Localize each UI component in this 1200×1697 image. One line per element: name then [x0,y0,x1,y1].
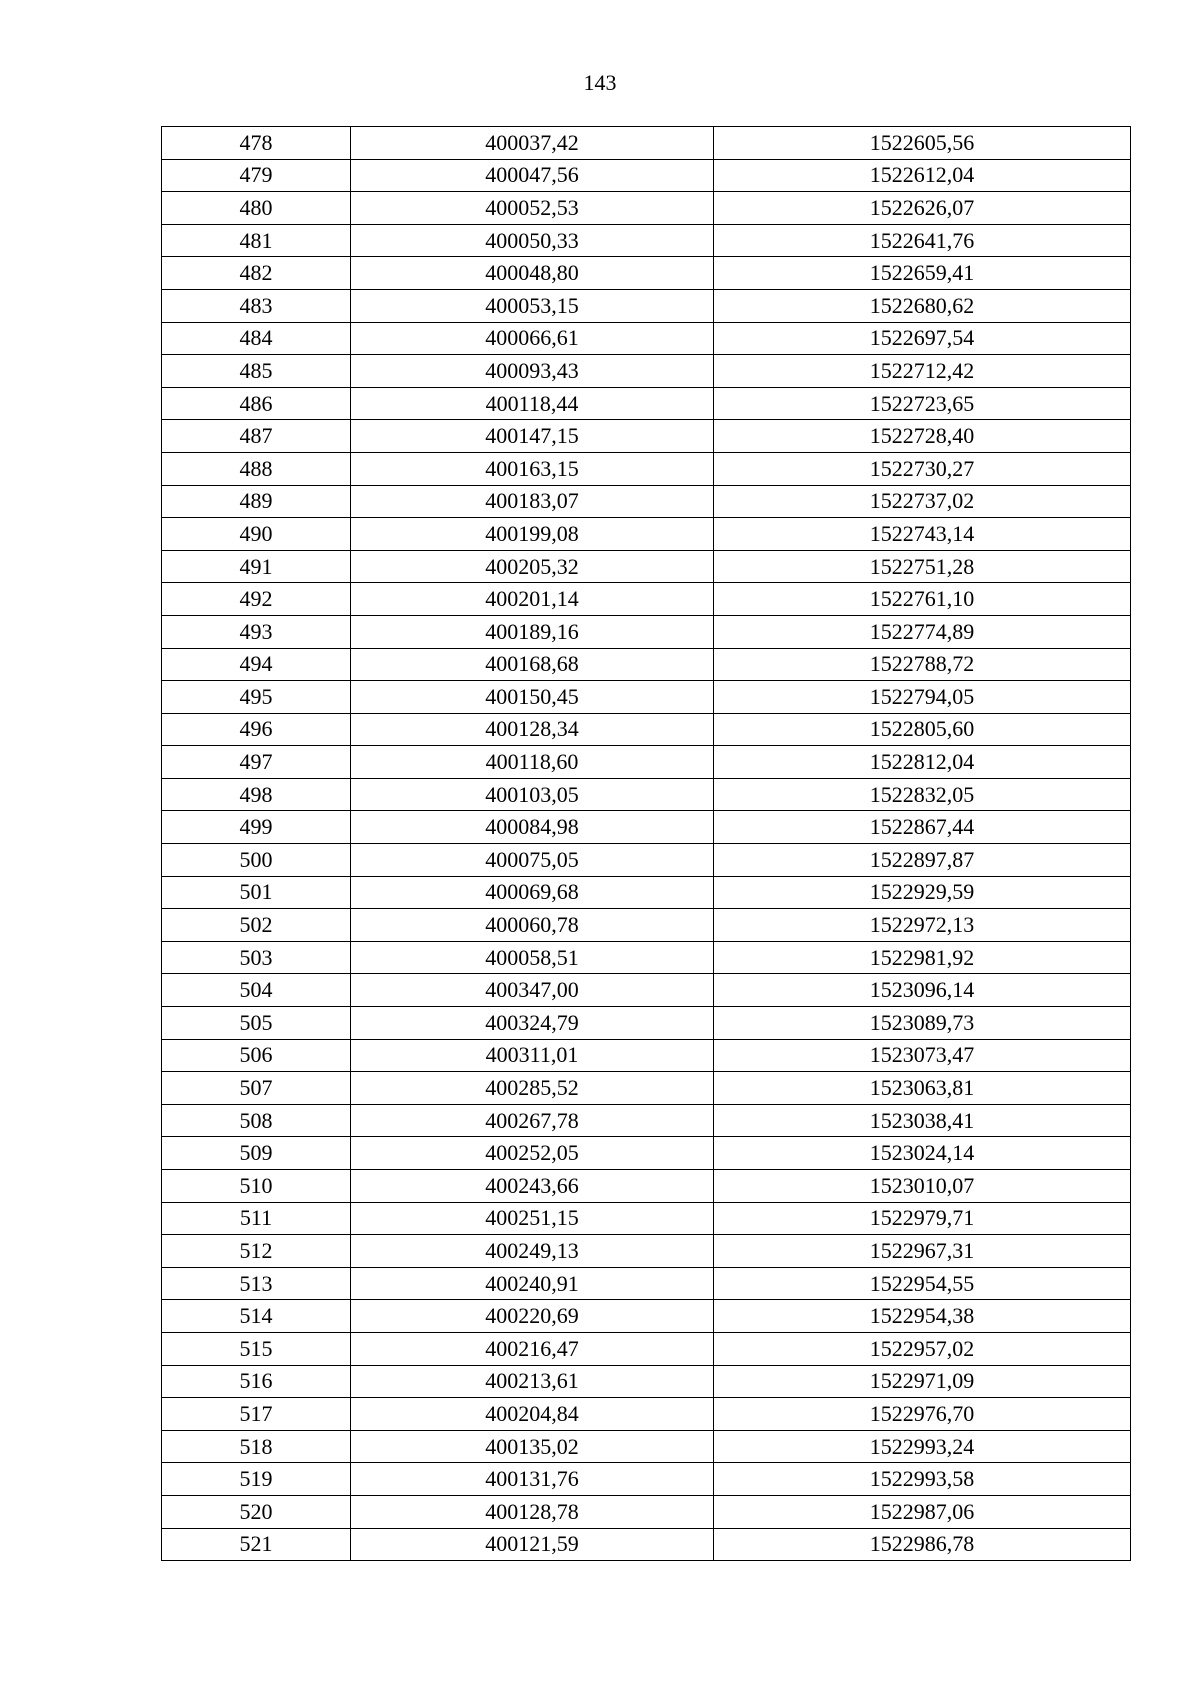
y-coordinate-cell: 1522626,07 [714,192,1131,225]
point-number-cell: 516 [162,1365,351,1398]
y-coordinate-cell: 1522986,78 [714,1528,1131,1561]
table-row [162,1202,1131,1235]
x-coordinate-cell: 400128,34 [351,713,714,746]
table-row [162,746,1131,779]
y-coordinate-cell: 1522957,02 [714,1332,1131,1365]
x-coordinate-cell: 400240,91 [351,1267,714,1300]
table-row [162,387,1131,420]
table-row [162,485,1131,518]
x-coordinate-cell: 400347,00 [351,974,714,1007]
point-number-cell: 513 [162,1267,351,1300]
y-coordinate-cell: 1523010,07 [714,1170,1131,1203]
table-row [162,322,1131,355]
point-number-cell: 512 [162,1235,351,1268]
x-coordinate-cell: 400060,78 [351,909,714,942]
table-row [162,1072,1131,1105]
y-coordinate-cell: 1523038,41 [714,1104,1131,1137]
x-coordinate-cell: 400121,59 [351,1528,714,1561]
table-row [162,224,1131,257]
point-number-cell: 495 [162,681,351,714]
y-coordinate-cell: 1522728,40 [714,420,1131,453]
y-coordinate-cell: 1522612,04 [714,159,1131,192]
y-coordinate-cell: 1522971,09 [714,1365,1131,1398]
x-coordinate-cell: 400093,43 [351,355,714,388]
point-number-cell: 496 [162,713,351,746]
table-row [162,974,1131,1007]
table-row [162,1365,1131,1398]
x-coordinate-cell: 400204,84 [351,1398,714,1431]
table-row [162,778,1131,811]
table-row [162,257,1131,290]
point-number-cell: 519 [162,1463,351,1496]
x-coordinate-cell: 400147,15 [351,420,714,453]
point-number-cell: 509 [162,1137,351,1170]
table-row [162,1300,1131,1333]
y-coordinate-cell: 1522712,42 [714,355,1131,388]
point-number-cell: 499 [162,811,351,844]
y-coordinate-cell: 1522737,02 [714,485,1131,518]
y-coordinate-cell: 1522972,13 [714,909,1131,942]
x-coordinate-cell: 400216,47 [351,1332,714,1365]
x-coordinate-cell: 400047,56 [351,159,714,192]
point-number-cell: 482 [162,257,351,290]
point-number-cell: 505 [162,1007,351,1040]
point-number-cell: 487 [162,420,351,453]
x-coordinate-cell: 400213,61 [351,1365,714,1398]
x-coordinate-cell: 400249,13 [351,1235,714,1268]
y-coordinate-cell: 1522967,31 [714,1235,1131,1268]
point-number-cell: 484 [162,322,351,355]
x-coordinate-cell: 400053,15 [351,289,714,322]
y-coordinate-cell: 1522812,04 [714,746,1131,779]
point-number-cell: 508 [162,1104,351,1137]
table-row [162,1528,1131,1561]
table-row [162,909,1131,942]
x-coordinate-cell: 400267,78 [351,1104,714,1137]
point-number-cell: 510 [162,1170,351,1203]
point-number-cell: 503 [162,941,351,974]
y-coordinate-cell: 1522867,44 [714,811,1131,844]
x-coordinate-cell: 400128,78 [351,1495,714,1528]
point-number-cell: 489 [162,485,351,518]
point-number-cell: 480 [162,192,351,225]
y-coordinate-cell: 1523063,81 [714,1072,1131,1105]
y-coordinate-cell: 1523073,47 [714,1039,1131,1072]
x-coordinate-cell: 400311,01 [351,1039,714,1072]
y-coordinate-cell: 1522897,87 [714,844,1131,877]
point-number-cell: 490 [162,518,351,551]
x-coordinate-cell: 400066,61 [351,322,714,355]
table-row [162,355,1131,388]
y-coordinate-cell: 1522697,54 [714,322,1131,355]
table-row [162,1495,1131,1528]
point-number-cell: 504 [162,974,351,1007]
point-number-cell: 491 [162,550,351,583]
y-coordinate-cell: 1522641,76 [714,224,1131,257]
table-row [162,452,1131,485]
table-row [162,1463,1131,1496]
x-coordinate-cell: 400201,14 [351,583,714,616]
point-number-cell: 506 [162,1039,351,1072]
point-number-cell: 481 [162,224,351,257]
table-row [162,420,1131,453]
point-number-cell: 507 [162,1072,351,1105]
x-coordinate-cell: 400075,05 [351,844,714,877]
y-coordinate-cell: 1522751,28 [714,550,1131,583]
x-coordinate-cell: 400189,16 [351,615,714,648]
x-coordinate-cell: 400324,79 [351,1007,714,1040]
x-coordinate-cell: 400118,60 [351,746,714,779]
y-coordinate-cell: 1522761,10 [714,583,1131,616]
table-row [162,192,1131,225]
y-coordinate-cell: 1522605,56 [714,127,1131,160]
table-row [162,941,1131,974]
table-row [162,1398,1131,1431]
y-coordinate-cell: 1522987,06 [714,1495,1131,1528]
x-coordinate-cell: 400252,05 [351,1137,714,1170]
point-number-cell: 500 [162,844,351,877]
y-coordinate-cell: 1523096,14 [714,974,1131,1007]
x-coordinate-cell: 400183,07 [351,485,714,518]
x-coordinate-cell: 400084,98 [351,811,714,844]
point-number-cell: 520 [162,1495,351,1528]
point-number-cell: 514 [162,1300,351,1333]
y-coordinate-cell: 1522832,05 [714,778,1131,811]
x-coordinate-cell: 400103,05 [351,778,714,811]
x-coordinate-cell: 400243,66 [351,1170,714,1203]
point-number-cell: 493 [162,615,351,648]
x-coordinate-cell: 400220,69 [351,1300,714,1333]
point-number-cell: 501 [162,876,351,909]
point-number-cell: 485 [162,355,351,388]
point-number-cell: 488 [162,452,351,485]
y-coordinate-cell: 1522730,27 [714,452,1131,485]
y-coordinate-cell: 1522981,92 [714,941,1131,974]
x-coordinate-cell: 400285,52 [351,1072,714,1105]
table-row [162,550,1131,583]
y-coordinate-cell: 1522788,72 [714,648,1131,681]
y-coordinate-cell: 1522929,59 [714,876,1131,909]
table-row [162,1104,1131,1137]
y-coordinate-cell: 1522993,58 [714,1463,1131,1496]
table-row [162,844,1131,877]
table-row [162,1332,1131,1365]
y-coordinate-cell: 1522743,14 [714,518,1131,551]
y-coordinate-cell: 1522794,05 [714,681,1131,714]
point-number-cell: 486 [162,387,351,420]
point-number-cell: 515 [162,1332,351,1365]
table-row [162,648,1131,681]
x-coordinate-cell: 400131,76 [351,1463,714,1496]
table-row [162,127,1131,160]
table-row [162,159,1131,192]
y-coordinate-cell: 1522954,38 [714,1300,1131,1333]
coordinates-table [161,126,1131,1561]
table-row [162,1267,1131,1300]
y-coordinate-cell: 1522774,89 [714,615,1131,648]
point-number-cell: 497 [162,746,351,779]
point-number-cell: 498 [162,778,351,811]
point-number-cell: 502 [162,909,351,942]
table-row [162,518,1131,551]
table-row [162,681,1131,714]
point-number-cell: 479 [162,159,351,192]
y-coordinate-cell: 1522979,71 [714,1202,1131,1235]
x-coordinate-cell: 400150,45 [351,681,714,714]
table-row [162,876,1131,909]
y-coordinate-cell: 1522976,70 [714,1398,1131,1431]
table-row [162,289,1131,322]
y-coordinate-cell: 1522805,60 [714,713,1131,746]
point-number-cell: 478 [162,127,351,160]
y-coordinate-cell: 1522993,24 [714,1430,1131,1463]
x-coordinate-cell: 400069,68 [351,876,714,909]
x-coordinate-cell: 400118,44 [351,387,714,420]
y-coordinate-cell: 1522723,65 [714,387,1131,420]
point-number-cell: 511 [162,1202,351,1235]
point-number-cell: 483 [162,289,351,322]
point-number-cell: 494 [162,648,351,681]
coordinates-table-body [162,127,1131,1561]
table-row [162,1039,1131,1072]
point-number-cell: 518 [162,1430,351,1463]
x-coordinate-cell: 400205,32 [351,550,714,583]
table-row [162,1235,1131,1268]
x-coordinate-cell: 400251,15 [351,1202,714,1235]
table-row [162,1170,1131,1203]
table-row [162,1007,1131,1040]
y-coordinate-cell: 1523089,73 [714,1007,1131,1040]
table-row [162,1430,1131,1463]
x-coordinate-cell: 400199,08 [351,518,714,551]
table-row [162,615,1131,648]
x-coordinate-cell: 400052,53 [351,192,714,225]
point-number-cell: 521 [162,1528,351,1561]
point-number-cell: 492 [162,583,351,616]
x-coordinate-cell: 400135,02 [351,1430,714,1463]
table-row [162,583,1131,616]
table-row [162,811,1131,844]
y-coordinate-cell: 1522680,62 [714,289,1131,322]
table-row [162,1137,1131,1170]
y-coordinate-cell: 1522659,41 [714,257,1131,290]
x-coordinate-cell: 400048,80 [351,257,714,290]
y-coordinate-cell: 1522954,55 [714,1267,1131,1300]
x-coordinate-cell: 400058,51 [351,941,714,974]
x-coordinate-cell: 400050,33 [351,224,714,257]
x-coordinate-cell: 400037,42 [351,127,714,160]
x-coordinate-cell: 400163,15 [351,452,714,485]
page-number: 143 [583,70,617,95]
x-coordinate-cell: 400168,68 [351,648,714,681]
y-coordinate-cell: 1523024,14 [714,1137,1131,1170]
point-number-cell: 517 [162,1398,351,1431]
table-row [162,713,1131,746]
